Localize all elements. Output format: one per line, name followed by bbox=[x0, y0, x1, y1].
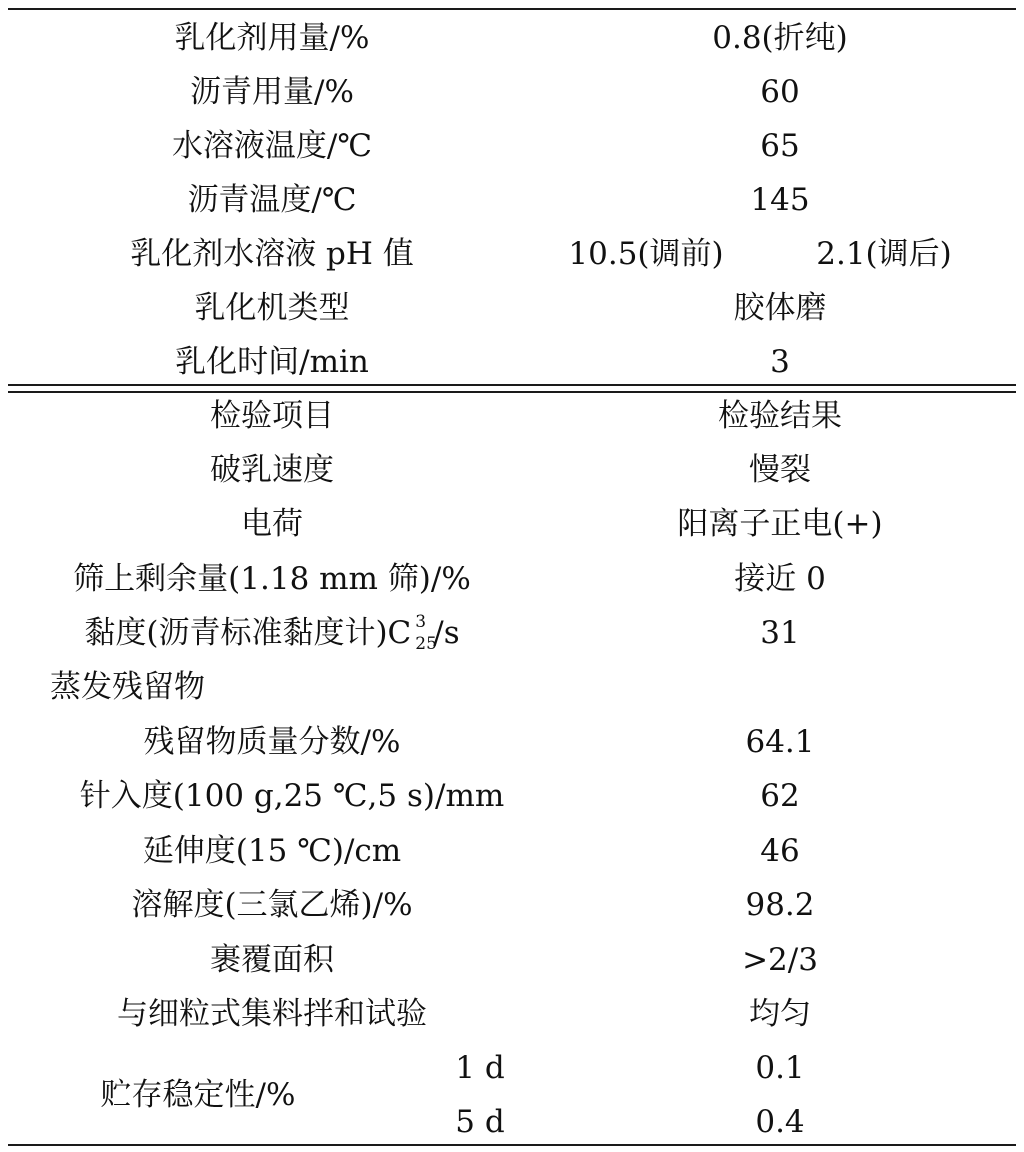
result-label: 破乳速度 bbox=[210, 452, 334, 488]
result-value: 31 bbox=[760, 615, 800, 651]
condition-value: 0.8(折纯) bbox=[712, 20, 848, 56]
result-value: 均匀 bbox=[749, 996, 811, 1032]
result-label: 延伸度(15 ℃)/cm bbox=[142, 833, 402, 869]
condition-label: 乳化剂用量/% bbox=[174, 20, 370, 56]
result-value: 接近 0 bbox=[734, 561, 826, 597]
result-label: 针入度(100 g,25 ℃,5 s)/mm bbox=[79, 778, 505, 814]
storage-period: 1 d bbox=[455, 1050, 505, 1086]
result-label: 电荷 bbox=[241, 506, 303, 542]
result-value: 62 bbox=[760, 778, 800, 814]
storage-value: 0.4 bbox=[755, 1104, 805, 1140]
section-label-evaporation-residue: 蒸发残留物 bbox=[50, 669, 205, 705]
results-header-item: 检验项目 bbox=[210, 398, 334, 434]
result-value: >2/3 bbox=[742, 942, 818, 978]
condition-label: 水溶液温度/℃ bbox=[171, 128, 373, 164]
result-value: 46 bbox=[760, 833, 800, 869]
condition-label: 乳化时间/min bbox=[175, 344, 369, 380]
result-label: 筛上剩余量(1.18 mm 筛)/% bbox=[73, 561, 471, 597]
condition-label: 沥青温度/℃ bbox=[187, 182, 357, 218]
storage-period: 5 d bbox=[455, 1104, 505, 1140]
double-rule-top bbox=[8, 384, 1016, 386]
condition-value: 145 bbox=[750, 182, 810, 218]
storage-value: 0.1 bbox=[755, 1050, 805, 1086]
condition-value: 3 bbox=[770, 344, 790, 380]
condition-value: 65 bbox=[760, 128, 800, 164]
viscosity-label-main: 黏度(沥青标准黏度计)C bbox=[84, 615, 412, 651]
viscosity-script bbox=[411, 611, 437, 654]
condition-value: 胶体磨 bbox=[733, 290, 827, 326]
result-label: 溶解度(三氯乙烯)/% bbox=[131, 887, 413, 923]
result-value: 98.2 bbox=[745, 887, 815, 923]
double-rule-bottom bbox=[8, 391, 1016, 393]
condition-label: 沥青用量/% bbox=[190, 74, 354, 110]
ph-after-value: 2.1(调后) bbox=[816, 236, 952, 272]
viscosity-label bbox=[84, 609, 459, 657]
result-label: 与细粒式集料拌和试验 bbox=[117, 996, 427, 1032]
result-label: 裹覆面积 bbox=[210, 942, 334, 978]
result-value: 慢裂 bbox=[749, 452, 811, 488]
viscosity-label-unit: /s bbox=[433, 615, 460, 651]
top-rule bbox=[8, 8, 1016, 10]
condition-label: 乳化剂水溶液 pH 值 bbox=[130, 236, 414, 272]
result-value: 阳离子正电(+) bbox=[677, 506, 883, 542]
result-value: 64.1 bbox=[745, 724, 815, 760]
condition-value: 60 bbox=[760, 74, 800, 110]
viscosity-superscript: 3 bbox=[415, 611, 427, 632]
viscosity-subscript: 25 bbox=[415, 633, 437, 654]
results-header-result: 检验结果 bbox=[718, 398, 842, 434]
bottom-rule bbox=[8, 1144, 1016, 1146]
result-label: 残留物质量分数/% bbox=[143, 724, 401, 760]
storage-stability-label: 贮存稳定性/% bbox=[100, 1077, 296, 1113]
condition-label: 乳化机类型 bbox=[194, 290, 350, 326]
ph-before-value: 10.5(调前) bbox=[568, 236, 724, 272]
